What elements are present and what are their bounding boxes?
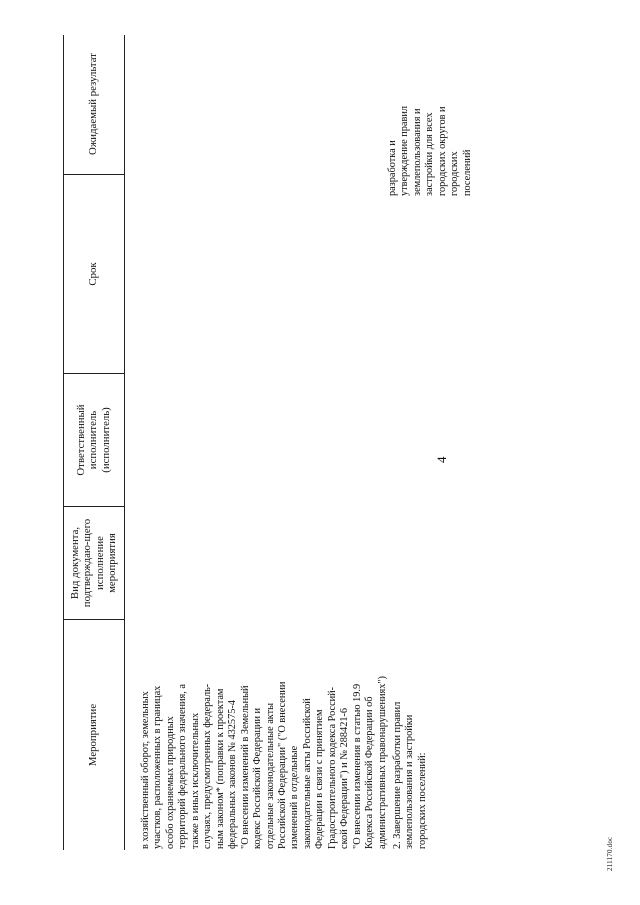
page-number: 4 xyxy=(434,456,449,463)
row2-activity-text: 2. Завершение разработки правил землепользования и застройки городских поселений: xyxy=(392,701,428,849)
column-divider-4 xyxy=(63,174,125,175)
footer-file-code: 211170.doc xyxy=(606,836,614,871)
header-document-type: Вид документа, подтверждаю-щего исполнение мероприятия xyxy=(68,518,118,608)
header-responsible: Ответственный исполнитель (исполнитель) xyxy=(75,404,112,476)
row2-expected-result-text: разработка и утверждение правил землепользования и застройки для всех городских округов и городских поселений xyxy=(387,106,473,196)
table-header-divider xyxy=(124,35,125,850)
column-divider-2 xyxy=(63,506,125,507)
column-divider-3 xyxy=(63,373,125,374)
header-expected-result: Ожидаемый результат xyxy=(87,53,100,155)
header-activity: Мероприятие xyxy=(87,703,100,767)
header-deadline: Срок xyxy=(87,262,100,286)
row1-activity-text: в хозяйственный оборот, земельных участков, расположенных в границах особо охраняемых природных территорий федерального значения, а также в иных исключительных случаях, предусмотренных федераль- ным законом* (поправки к проектам федеральных законов № 432575-4 "О внесении изменений в Земельный кодекс Российской Федерации и отдельные законодательные акты Российской Федерации" ("О внесении изменений в отдельные законодательные акты Российской Федерации в связи с принятием Градостроительного кодекса Россий- ской Федерации") и № 288421-6 "О внесении изменения в статью 19.9 Кодекса Российской Федерации об административных правонарушениях") xyxy=(140,676,388,849)
